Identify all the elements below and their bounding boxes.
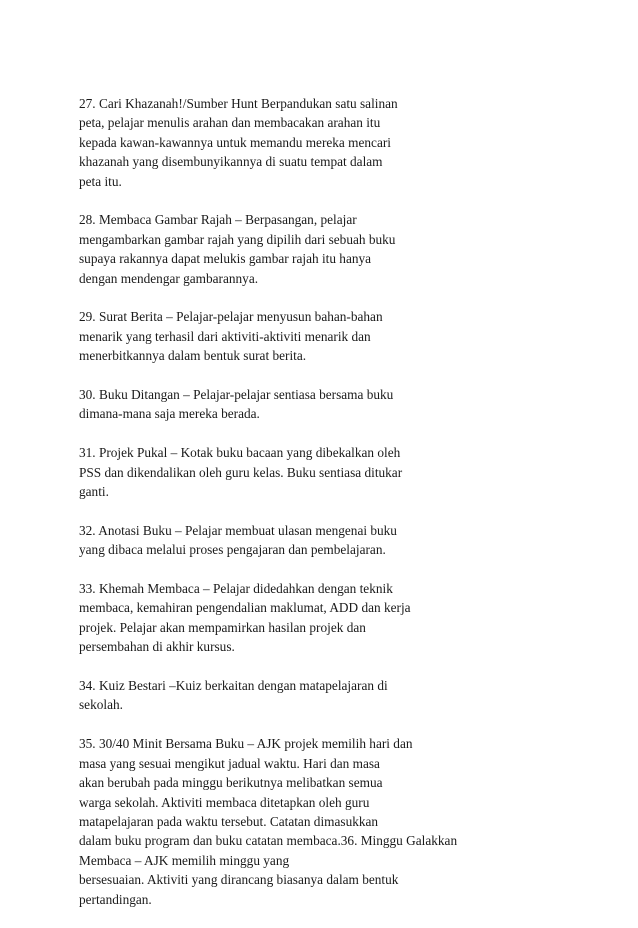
paragraph-33 [79, 579, 624, 657]
text-line: 32. Anotasi Buku – Pelajar membuat ulasan mengenai buku [79, 522, 397, 538]
text-line: akan berubah pada minggu berikutnya melibatkan semua [79, 775, 383, 791]
text-line: masa yang sesuai mengikut jadual waktu. Hari dan masa [79, 755, 380, 771]
text-line: 34. Kuiz Bestari –Kuiz berkaitan dengan matapelajaran di [79, 678, 388, 694]
paragraph-28 [79, 210, 624, 288]
text-line: 30. Buku Ditangan – Pelajar-pelajar sentiasa bersama buku [79, 387, 394, 403]
paragraph-30 [79, 385, 624, 424]
text-line: dalam buku program dan buku catatan membaca.36. Minggu Galakkan [79, 833, 458, 849]
text-line: menerbitkannya dalam bentuk surat berita. [79, 348, 307, 364]
text-line: 28. Membaca Gambar Rajah – Berpasangan, pelajar [79, 212, 357, 228]
text-line: 27. Cari Khazanah!/Sumber Hunt Berpandukan satu salinan [79, 96, 398, 111]
text-line: dimana-mana saja mereka berada. [79, 406, 260, 422]
text-line: supaya rakannya dapat melukis gambar rajah itu hanya [79, 251, 372, 267]
text-line: warga sekolah. Aktiviti membaca ditetapkan oleh guru [79, 794, 370, 810]
text-line: mengambarkan gambar rajah yang dipilih dari sebuah buku [79, 231, 396, 247]
text-line: matapelajaran pada waktu tersebut. Catatan dimasukkan [79, 813, 379, 829]
paragraph-29 [79, 307, 624, 365]
text-line: 31. Projek Pukal – Kotak buku bacaan yang dibekalkan oleh [79, 445, 401, 461]
text-line: khazanah yang disembunyikannya di suatu tempat dalam [79, 154, 383, 170]
document-body [79, 94, 624, 928]
text-line: dengan mendengar gambarannya. [79, 270, 259, 286]
text-line: pertandingan. [79, 891, 152, 907]
text-line: bersesuaian. Aktiviti yang dirancang biasanya dalam bentuk [79, 872, 399, 888]
text-line: peta, pelajar menulis arahan dan membacakan arahan itu [79, 115, 381, 131]
paragraph-34 [79, 676, 624, 715]
paragraph-31 [79, 443, 624, 501]
text-line: projek. Pelajar akan mempamirkan hasilan projek dan [79, 619, 366, 635]
text-line: 35. 30/40 Minit Bersama Buku – AJK projek memilih hari dan [79, 736, 413, 752]
text-line: Membaca – AJK memilih minggu yang [79, 852, 290, 868]
paragraph-35 [79, 734, 624, 909]
paragraph-32 [79, 521, 624, 560]
text-line: menarik yang terhasil dari aktiviti-aktiviti menarik dan [79, 328, 371, 344]
text-line: kepada kawan-kawannya untuk memandu mereka mencari [79, 134, 391, 150]
paragraph-27 [79, 94, 624, 191]
text-line: persembahan di akhir kursus. [79, 639, 235, 655]
text-line: PSS dan dikendalikan oleh guru kelas. Buku sentiasa ditukar [79, 464, 403, 480]
text-line: sekolah. [79, 697, 123, 713]
text-line: 29. Surat Berita – Pelajar-pelajar menyusun bahan-bahan [79, 309, 383, 325]
text-line: peta itu. [79, 173, 122, 189]
text-line: ganti. [79, 484, 109, 500]
text-line: 33. Khemah Membaca – Pelajar didedahkan dengan teknik [79, 581, 393, 597]
text-line: yang dibaca melalui proses pengajaran dan pembelajaran. [79, 542, 386, 558]
text-line: membaca, kemahiran pengendalian maklumat, ADD dan kerja [79, 600, 411, 616]
